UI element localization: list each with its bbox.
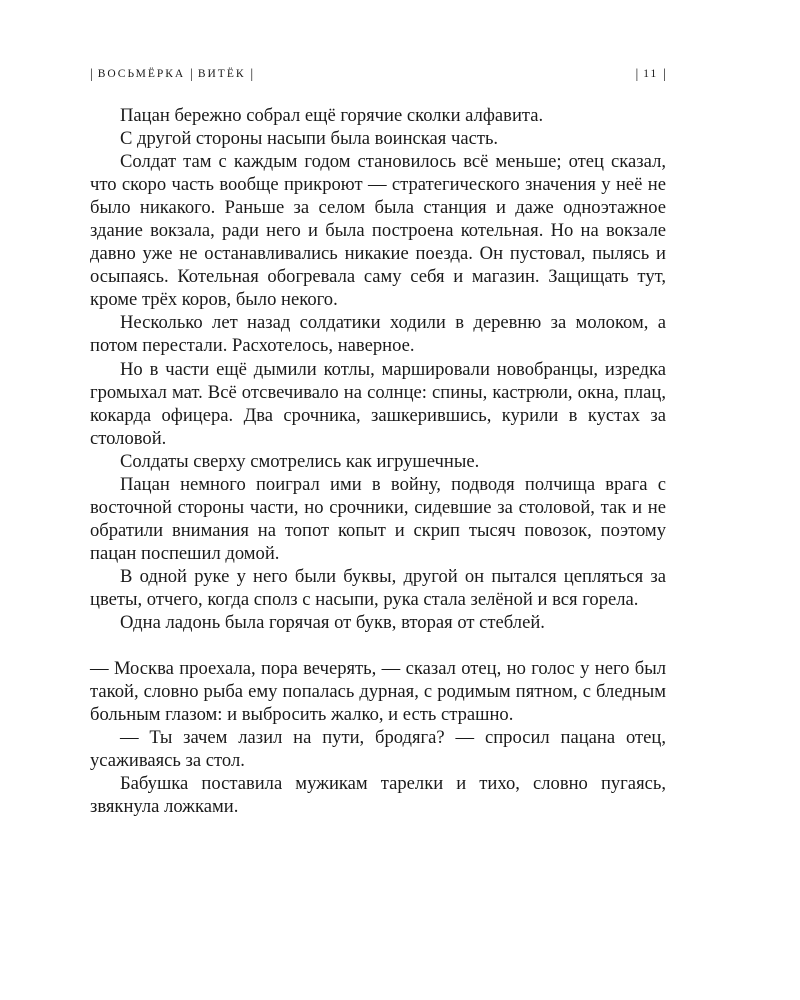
paragraph: Солдаты сверху смотрелись как игрушечные.	[120, 450, 480, 472]
paragraph: Солдат там с каждым годом становилось всё меньше; отец сказал, что скоро часть вообще прикроют — стратегического значения у неё не было никакого. Раньше за селом была станция и даже одноэтажное здание вокзала, ради него и была построена котельная. Но на вокзале давно уже не останавливались никакие поезда. Он пустовал, пылясь и осыпаясь. Котельная обогревала саму себя и магазин. Защищать тут, кроме трёх коров, было некого.	[90, 151, 666, 311]
dialogue-line: — Ты зачем лазил на пути, бродяга? — спросил пацана отец, усаживаясь за стол.	[90, 727, 666, 772]
paragraph: Пацан немного поиграл ими в войну, подводя полчища врага с восточной стороны части, но срочники, сидевшие за столовой, так и не обратили внимания на топот копыт и скрип тысяч повозок, поэтому пацан поспешил домой.	[90, 473, 666, 564]
page-body	[90, 104, 666, 818]
running-head-left	[90, 66, 253, 82]
paragraph: Пацан бережно собрал ещё горячие сколки алфавита.	[120, 105, 544, 126]
paragraph: Несколько лет назад солдатики ходили в деревню за молоком, а потом перестали. Расхотелось, наверное.	[90, 312, 666, 357]
running-head	[90, 66, 666, 86]
page-number: 11	[643, 68, 659, 80]
header-bar: |	[635, 67, 639, 82]
chapter-title: ВИТЁК	[197, 68, 246, 80]
header-bar: |	[663, 67, 666, 82]
running-head-right	[636, 66, 666, 82]
paragraph: С другой стороны насыпи была воинская часть.	[120, 128, 499, 150]
header-bar: |	[190, 67, 193, 82]
paragraph: Одна ладонь была горячая от букв, вторая от стеблей.	[120, 612, 545, 634]
paragraph: Бабушка поставила мужикам тарелки и тихо, словно пугаясь, звякнула ложками.	[90, 773, 666, 818]
book-title: ВОСЬМЁРКА	[97, 68, 186, 80]
header-bar: |	[90, 67, 93, 82]
dialogue-line: — Москва проехала, пора вечерять, — сказал отец, но голос у него был такой, словно рыба ему попалась дурная, с родимым пятном, с бледным больным глазом: и выбросить жалко, и есть страшно.	[90, 658, 666, 726]
paragraph: В одной руке у него были буквы, другой он пытался цепляться за цветы, отчего, когда сполз с насыпи, рука стала зелёной и вся горела.	[90, 565, 666, 610]
section-break	[90, 634, 666, 657]
paragraph: Но в части ещё дымили котлы, маршировали новобранцы, изредка громыхал мат. Всё отсвечивало на солнце: спины, кастрюли, окна, плац, кокарда офицера. Два срочника, зашкерившись, курили в кустах за столовой.	[90, 358, 666, 449]
header-bar: |	[250, 67, 254, 82]
